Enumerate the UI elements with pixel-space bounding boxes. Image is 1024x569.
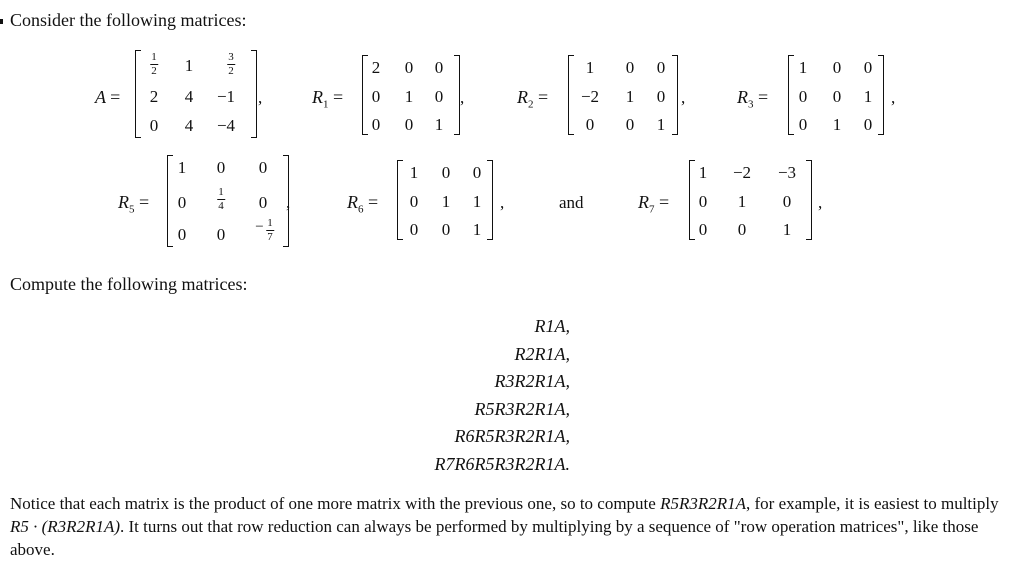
matrix-a-cell-2-0: 0 bbox=[149, 116, 159, 135]
right-bracket bbox=[806, 160, 812, 240]
matrix-r3-cell-2-1: 1 bbox=[832, 115, 842, 134]
matrix-r2-cell-1-0: −2 bbox=[580, 87, 600, 106]
right-bracket bbox=[878, 55, 884, 135]
matrix-r7-cell-0-0: 1 bbox=[698, 163, 708, 182]
compute-heading: Compute the following matrices: bbox=[10, 274, 248, 294]
matrix-r2-cell-2-2: 1 bbox=[656, 115, 666, 134]
matrix-r7-label: $R_7$ = bbox=[638, 192, 670, 216]
matrix-r1-cell-0-2: 0 bbox=[434, 58, 444, 77]
matrix-r1-cell-2-1: 0 bbox=[404, 115, 414, 134]
notice-expression-2: R5 · (R3R2R1A) bbox=[10, 517, 120, 536]
matrix-r2-cell-1-1: 1 bbox=[625, 87, 635, 106]
matrix-a-label: A = bbox=[95, 87, 121, 107]
notice-text-2: , for example, it is easiest to multiply bbox=[746, 494, 999, 513]
matrix-r6-cell-1-2: 1 bbox=[472, 192, 482, 211]
comma: , bbox=[286, 193, 291, 212]
left-bracket bbox=[689, 160, 695, 240]
left-bracket bbox=[135, 50, 141, 138]
matrix-r2-cell-2-0: 0 bbox=[585, 115, 595, 134]
matrix-r1-label: $R_1$ = bbox=[312, 87, 344, 111]
matrix-a-cell-1-2: −1 bbox=[216, 87, 236, 106]
matrix-r2 bbox=[568, 55, 678, 135]
matrix-r1-cell-1-2: 0 bbox=[434, 87, 444, 106]
product-item: R7R6R5R3R2R1A. bbox=[434, 453, 570, 474]
matrix-a-cell-2-2: −4 bbox=[216, 116, 236, 135]
matrix-a-label-name: A bbox=[95, 87, 106, 107]
matrix-r3-cell-2-0: 0 bbox=[798, 115, 808, 134]
matrix-r3-cell-1-0: 0 bbox=[798, 87, 808, 106]
matrix-r1 bbox=[362, 55, 472, 135]
matrix-r7-cell-2-1: 0 bbox=[737, 220, 747, 239]
left-bracket bbox=[362, 55, 368, 135]
matrix-r6-cell-2-0: 0 bbox=[409, 220, 419, 239]
product-item: R6R5R3R2R1A, bbox=[454, 426, 570, 446]
matrix-r5-cell-1-0: 0 bbox=[177, 193, 187, 212]
right-bracket bbox=[251, 50, 257, 138]
product-item: R2R1A, bbox=[514, 343, 570, 364]
product-item: R5R3R2R1A, bbox=[474, 398, 570, 419]
comma: , bbox=[681, 88, 686, 107]
left-bracket bbox=[568, 55, 574, 135]
matrix-a-cell-2-1: 4 bbox=[184, 116, 194, 135]
notice-text-3: . It turns out that row reduction can always be performed by multiplying by a sequence of "row operation matrices", like those above. bbox=[10, 517, 979, 559]
comma: , bbox=[500, 193, 505, 212]
matrix-r3-cell-1-1: 0 bbox=[832, 87, 842, 106]
matrix-r5-cell-1-2: 0 bbox=[258, 193, 268, 212]
comma: , bbox=[818, 193, 823, 212]
matrix-r1-cell-2-0: 0 bbox=[371, 115, 381, 134]
right-bracket bbox=[487, 160, 493, 240]
matrix-r6-cell-1-0: 0 bbox=[409, 192, 419, 211]
matrix-a-cell-1-0: 2 bbox=[149, 87, 159, 106]
matrix-r2-cell-1-2: 0 bbox=[656, 87, 666, 106]
matrix-r5-cell-1-1: 1 4 bbox=[218, 186, 224, 212]
notice-text-1: Notice that each matrix is the product of one more matrix with the previous one, so to compute bbox=[10, 494, 661, 513]
matrix-r1-cell-0-1: 0 bbox=[404, 58, 414, 77]
matrix-r6-cell-1-1: 1 bbox=[441, 192, 451, 211]
matrix-r2-label: $R_2$ = bbox=[517, 87, 549, 111]
matrix-r7-cell-0-1: −2 bbox=[732, 163, 752, 182]
matrix-r5-cell-0-0: 1 bbox=[177, 158, 187, 177]
matrix-r3-cell-0-0: 1 bbox=[798, 58, 808, 77]
matrix-a-cell-1-1: 4 bbox=[184, 87, 194, 106]
product-list bbox=[380, 313, 570, 478]
matrix-r5-cell-2-0: 0 bbox=[177, 225, 187, 244]
matrix-r7-cell-2-2: 1 bbox=[782, 220, 792, 239]
right-bracket bbox=[672, 55, 678, 135]
matrix-r7-cell-0-2: −3 bbox=[777, 163, 797, 182]
notice-expression-1: R5R3R2R1A bbox=[660, 494, 746, 513]
matrix-r3-cell-2-2: 0 bbox=[863, 115, 873, 134]
matrix-r6-label: $R_6$ = bbox=[347, 192, 379, 216]
matrix-r7-cell-1-2: 0 bbox=[782, 192, 792, 211]
matrix-r6-cell-0-0: 1 bbox=[409, 163, 419, 182]
matrix-r1-cell-2-2: 1 bbox=[434, 115, 444, 134]
matrix-r6-cell-0-1: 0 bbox=[441, 163, 451, 182]
matrix-r7-cell-1-1: 1 bbox=[737, 192, 747, 211]
matrix-a bbox=[135, 50, 265, 138]
matrix-r7 bbox=[689, 160, 819, 240]
product-item: R1A, bbox=[534, 316, 570, 336]
matrix-r5-cell-2-1: 0 bbox=[216, 225, 226, 244]
notice-paragraph bbox=[10, 492, 1015, 561]
matrix-r7-cell-2-0: 0 bbox=[698, 220, 708, 239]
matrix-r2-cell-0-0: 1 bbox=[585, 58, 595, 77]
matrix-r5 bbox=[167, 155, 292, 247]
matrix-r3-label: $R_3$ = bbox=[737, 87, 769, 111]
matrix-r6-cell-2-2: 1 bbox=[472, 220, 482, 239]
comma: , bbox=[258, 88, 263, 107]
left-bracket bbox=[788, 55, 794, 135]
comma: , bbox=[891, 88, 896, 107]
matrix-r3-cell-0-1: 0 bbox=[832, 58, 842, 77]
matrix-r3-cell-1-2: 1 bbox=[863, 87, 873, 106]
intro-text: Consider the following matrices: bbox=[10, 10, 247, 30]
matrix-r1-cell-0-0: 2 bbox=[371, 58, 381, 77]
matrix-a-cell-0-0: 1 2 bbox=[151, 51, 157, 77]
matrix-r1-cell-1-1: 1 bbox=[404, 87, 414, 106]
matrix-r6 bbox=[397, 160, 507, 240]
matrix-r1-cell-1-0: 0 bbox=[371, 87, 381, 106]
matrix-r2-cell-0-1: 0 bbox=[625, 58, 635, 77]
left-edge-mark bbox=[0, 19, 3, 24]
matrix-a-cell-0-1: 1 bbox=[184, 56, 194, 75]
matrix-r5-cell-2-2: − 1 7 bbox=[266, 218, 274, 243]
matrix-r5-label: $R_5$ = bbox=[118, 192, 150, 216]
matrix-r2-cell-0-2: 0 bbox=[656, 58, 666, 77]
matrix-r5-cell-0-1: 0 bbox=[216, 158, 226, 177]
matrix-r6-cell-0-2: 0 bbox=[472, 163, 482, 182]
matrix-a-cell-0-2: 3 2 bbox=[228, 51, 234, 77]
matrix-r5-cell-0-2: 0 bbox=[258, 158, 268, 177]
matrix-r3-cell-0-2: 0 bbox=[863, 58, 873, 77]
product-item: R3R2R1A, bbox=[494, 371, 570, 391]
left-bracket bbox=[167, 155, 173, 247]
matrix-r6-cell-2-1: 0 bbox=[441, 220, 451, 239]
matrix-r2-cell-2-1: 0 bbox=[625, 115, 635, 134]
and-word: and bbox=[559, 193, 584, 212]
comma: , bbox=[460, 88, 465, 107]
matrix-r7-cell-1-0: 0 bbox=[698, 192, 708, 211]
left-bracket bbox=[397, 160, 403, 240]
matrix-r3 bbox=[788, 55, 898, 135]
